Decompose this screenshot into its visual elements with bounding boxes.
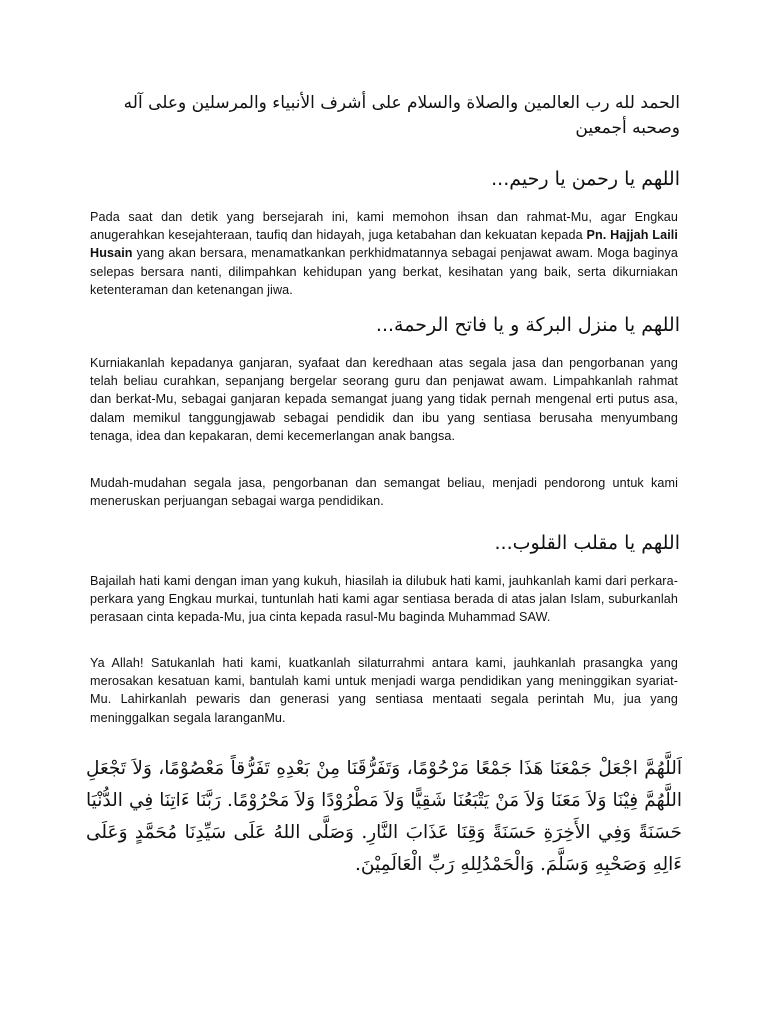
paragraph-2: Kurniakanlah kepadanya ganjaran, syafaat dan keredhaan atas segala jasa dan pengorbanan yang telah beliau curahkan, sepanjang bergelar seorang guru dan penjawat awam. Limpahkanlah rahmat dan berkat-Mu, sebagai ganjaran kepada semangat juang yang tidak pernah mengenal erti putus asa, dalam memikul tanggungjawab sebagai pendidik dan ibu yang sentiasa berusaha menyumbang tenaga, idea dan kepakaran, demi kecemerlangan anak bangsa. — [90, 356, 678, 443]
paragraph-5: Ya Allah! Satukanlah hati kami, kuatkanlah silaturrahmi antara kami, jauhkanlah prasangka yang merosakan kesatuan kami, bantulah kami untuk menjadi warga pendidikan yang meninggikan syariat-Mu. Lahirkanlah pewaris dan generasi yang sentiasa mentaati segala perintah Mu, jua yang meninggalkan segala laranganMu. — [90, 656, 678, 725]
arabic-closing-doa: اَللَّهُمَّ اجْعَلْ جَمْعَنَا هَذَا جَمْعًا مَرْحُوْمًا، وَتَفَرُّقَنَا مِنْ بَعْدِهِ تَفَرُّقاً مَعْصُوْمًا، وَلاَ تَجْعَلِ اللَّهُمَّ فِيْنَا وَلاَ مَعَنَا وَلاَ مَنْ يَتْبَعُنَا شَقِيًّا وَلاَ مَطْرُوْدًا وَلاَ مَحْرُوْمًا. رَبَّنَا ءَاتِنَا فِي الدُّنْيَا حَسَنَةً وَفِي الأَخِرَةِ حَسَنَةً وَقِنَا عَذَابَ النَّارِ. وَصَلَّى اللهُ عَلَى سَيِّدِنَا مُحَمَّدٍ وَعَلَى ءَالِهِ وَصَحْبِهِ وَسَلَّمَ. وَالْحَمْدُلِلهِ رَبِّ الْعَالَمِيْنَ. — [86, 758, 682, 875]
arabic-heading-2: اللهم يا منزل البركة و يا فاتح الرحمة... — [375, 314, 680, 336]
paragraph-3: Mudah-mudahan segala jasa, pengorbanan dan semangat beliau, menjadi pendorong untuk kami meneruskan perjuangan sebagai warga pendidikan. — [90, 476, 678, 509]
paragraph-1-text-b: yang akan bersara, menamatkankan perkhidmatannya sebagai penjawat awam. Moga baginya selepas bersara nanti, dilimpahkan kehidupan yang berkat, kesihatan yang baik, serta dikurniakan ketenteraman dan ketenangan jiwa. — [90, 246, 678, 297]
paragraph-1 — [90, 208, 678, 299]
arabic-heading-3: اللهم يا مقلب القلوب... — [494, 532, 680, 554]
retiree-name: Pn. Hajjah Laili Husain — [90, 228, 678, 261]
paragraph-1-text-a: Pada saat dan detik yang bersejarah ini, kami memohon ihsan dan rahmat-Mu, agar Engkau anugerahkan kesejahteraan, taufiq dan hidayah, juga ketabahan dan kekuatan kepada — [90, 210, 678, 243]
arabic-opening-praise: الحمد لله رب العالمين والصلاة والسلام على أشرف الأنبياء والمرسلين وعلى آله وصحبه أجمعين — [123, 93, 680, 138]
arabic-heading-1: اللهم يا رحمن يا رحيم... — [491, 168, 680, 190]
paragraph-4: Bajailah hati kami dengan iman yang kukuh, hiasilah ia dilubuk hati kami, jauhkanlah kami dari perkara-perkara yang Engkau murkai, tuntunlah hati kami agar sentiasa berada di atas jalan Islam, suburkanlah perasaan cinta kepada-Mu, jua cinta kepada rasul-Mu baginda Muhammad SAW. — [90, 574, 678, 625]
